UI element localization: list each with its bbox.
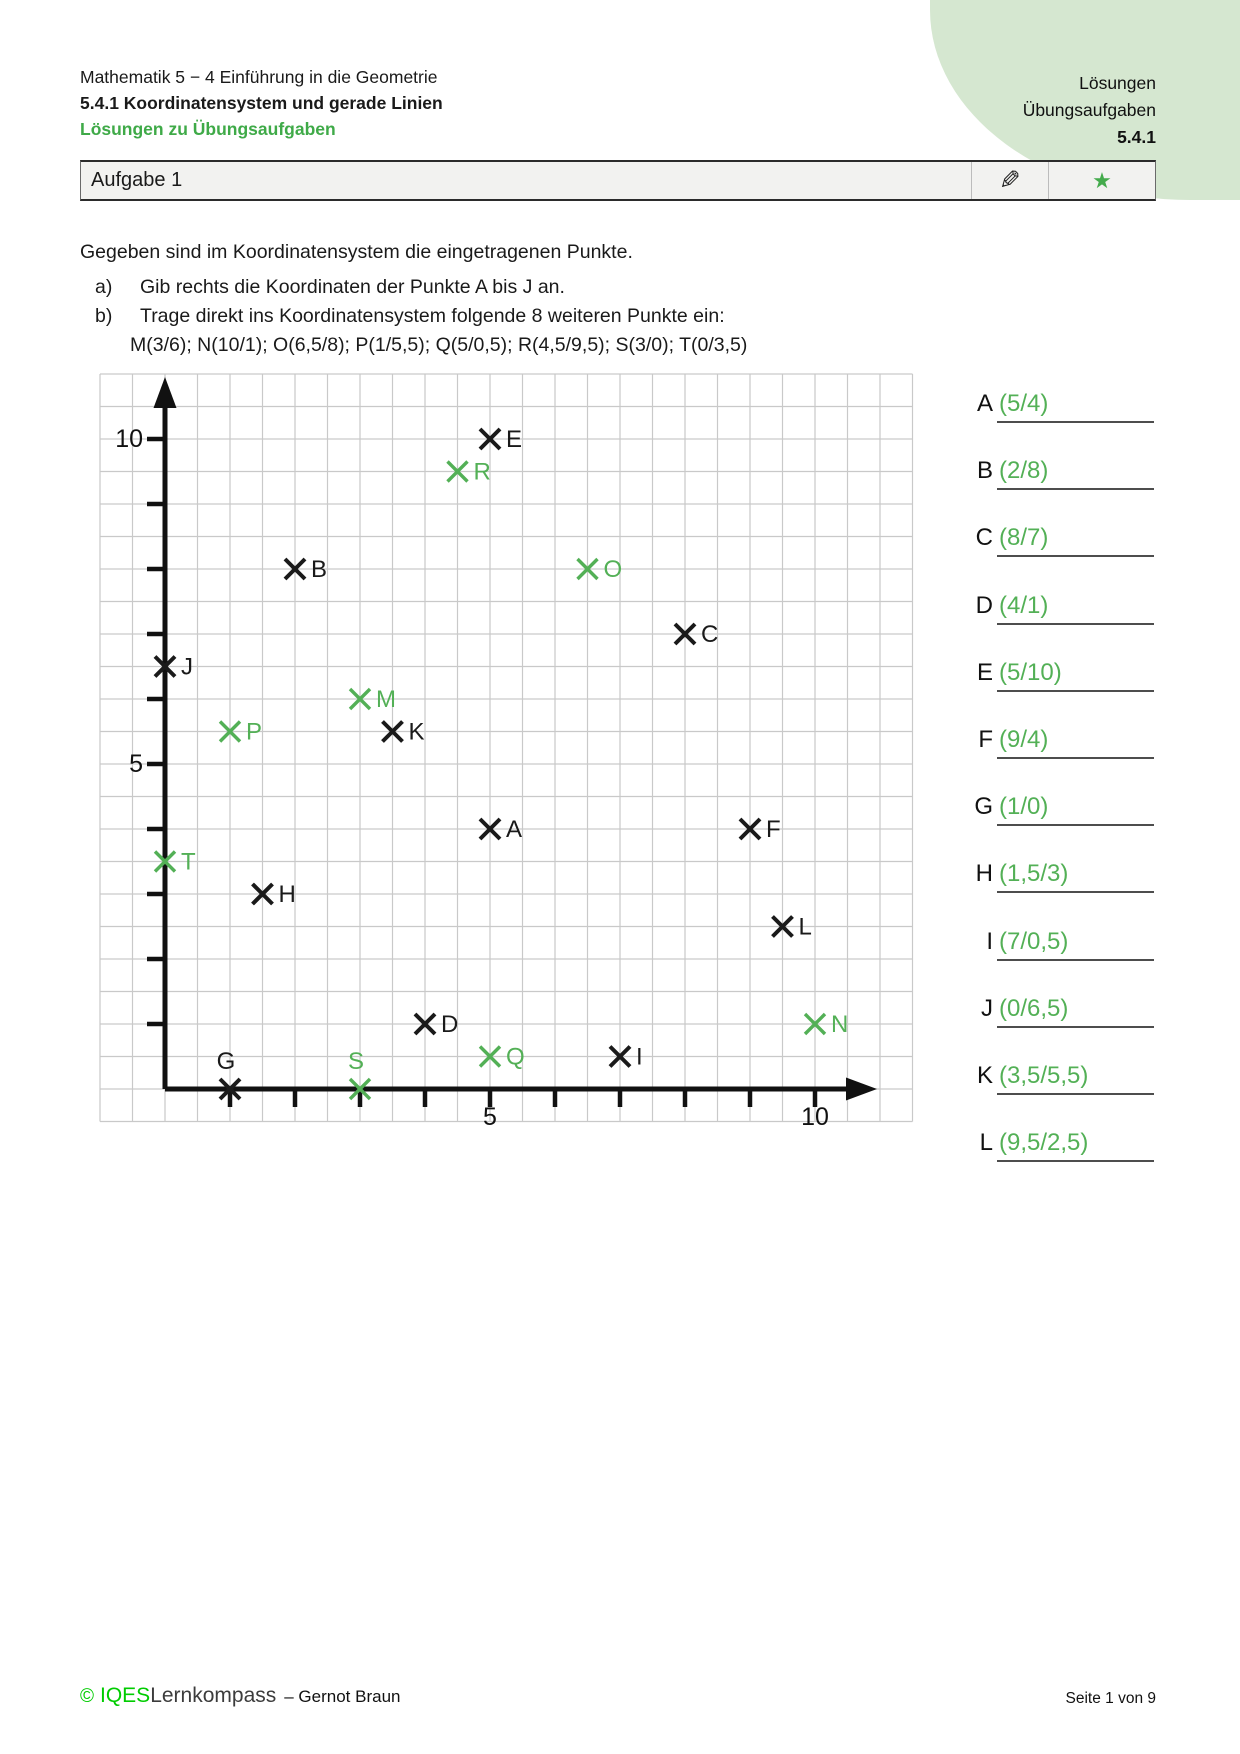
answer-row-F <box>900 726 1180 768</box>
point-label-L: L <box>798 913 812 941</box>
answer-row-A <box>900 390 1180 432</box>
corner-line-3: 5.4.1 <box>1117 127 1156 147</box>
answer-value: (8/7) <box>999 524 1049 552</box>
point-label-J: J <box>181 653 193 681</box>
answer-value: (9,5/2,5) <box>999 1129 1089 1157</box>
point-label-K: K <box>408 718 425 746</box>
brand-iqes: IQES <box>100 1684 151 1707</box>
point-label-Q: Q <box>506 1043 525 1071</box>
answer-row-H <box>900 860 1180 902</box>
answer-value: (2/8) <box>999 457 1049 485</box>
point-label-E: E <box>506 426 523 453</box>
y-tick-label-5: 5 <box>129 750 143 778</box>
answer-row-C <box>900 524 1180 566</box>
answer-letter: D <box>975 591 993 619</box>
course-title: Mathematik 5 − 4 Einführung in die Geometrie <box>80 67 438 87</box>
point-label-N: N <box>831 1011 849 1038</box>
sheet-type: Lösungen zu Übungsaufgaben <box>80 119 336 139</box>
answer-row-K <box>900 1062 1180 1104</box>
answer-letter: G <box>974 793 993 821</box>
task-title: Aufgabe 1 <box>91 169 183 191</box>
point-label-H: H <box>278 881 296 908</box>
answer-blank-line <box>997 1093 1154 1095</box>
point-label-C: C <box>701 621 719 648</box>
point-label-I: I <box>636 1043 643 1071</box>
footer-author: – Gernot Braun <box>284 1687 401 1706</box>
x-axis-arrow <box>846 1078 877 1101</box>
answer-value: (1/0) <box>999 793 1049 821</box>
page-number: Seite 1 von 9 <box>1065 1690 1156 1707</box>
answer-blank-line <box>997 488 1154 490</box>
answer-value: (5/4) <box>999 390 1049 417</box>
point-label-T: T <box>181 848 196 876</box>
answer-row-I <box>900 928 1180 970</box>
brand-lernkompass: Lernkompass <box>150 1684 277 1707</box>
answer-value: (4/1) <box>999 591 1049 619</box>
point-label-A: A <box>506 816 523 843</box>
corner-line-1: Lösungen <box>1079 73 1156 93</box>
answer-row-L <box>900 1129 1180 1171</box>
answer-row-E <box>900 659 1180 701</box>
footer-brand <box>80 1684 401 1708</box>
item-b-point-list: M(3/6); N(10/1); O(6,5/8); P(1/5,5); Q(5/0,5); R(4,5/9,5); S(3/0); T(0/3,5) <box>130 334 748 356</box>
point-label-S: S <box>347 1048 365 1075</box>
y-axis-arrow <box>154 377 177 408</box>
answer-row-B <box>900 457 1180 499</box>
pencil-icon: ✎ <box>999 165 1021 195</box>
point-label-F: F <box>766 816 781 843</box>
answer-blank-line <box>997 623 1154 625</box>
answer-blank-line <box>997 891 1154 893</box>
point-label-O: O <box>603 556 623 583</box>
answer-row-J <box>900 995 1180 1037</box>
answer-blank-line <box>997 824 1154 826</box>
point-label-G: G <box>216 1048 236 1075</box>
star-icon: ★ <box>1092 167 1112 193</box>
point-label-B: B <box>311 556 328 583</box>
answer-blank-line <box>997 959 1154 961</box>
point-label-M: M <box>376 686 396 713</box>
point-label-P: P <box>246 718 263 746</box>
copyright-icon: © <box>80 1686 94 1707</box>
answer-blank-line <box>997 421 1154 423</box>
answer-value: (9/4) <box>999 726 1049 753</box>
y-tick-label-10: 10 <box>115 425 143 453</box>
answer-blank-line <box>997 690 1154 692</box>
item-b-text: Trage direkt ins Koordinatensystem folgende 8 weiteren Punkte ein: <box>140 305 725 327</box>
answer-blank-line <box>997 555 1154 557</box>
answer-letter: B <box>976 457 993 485</box>
answer-letter: C <box>975 524 993 552</box>
answer-row-D <box>900 592 1180 634</box>
answer-letter: I <box>986 927 993 955</box>
answer-letter: E <box>976 658 993 686</box>
chapter-title: 5.4.1 Koordinatensystem und gerade Linien <box>80 93 443 113</box>
answer-letter: L <box>979 1129 993 1157</box>
answer-value: (7/0,5) <box>999 927 1069 955</box>
answer-blank-line <box>997 1160 1154 1162</box>
answer-letter: A <box>976 390 993 417</box>
point-label-R: R <box>473 458 491 486</box>
answer-value: (1,5/3) <box>999 860 1069 888</box>
answer-letter: H <box>975 860 993 888</box>
answer-blank-line <box>997 757 1154 759</box>
x-tick-label-10: 10 <box>801 1103 829 1131</box>
task-intro: Gegeben sind im Koordinatensystem die eingetragenen Punkte. <box>80 241 633 263</box>
axis-ticks <box>147 439 815 1107</box>
answer-blank-line <box>997 1026 1154 1028</box>
answer-value: (5/10) <box>999 658 1062 686</box>
point-label-D: D <box>441 1011 459 1038</box>
item-b-marker: b) <box>95 305 113 327</box>
item-a-text: Gib rechts die Koordinaten der Punkte A bis J an. <box>140 276 565 298</box>
grid <box>100 374 913 1122</box>
answer-row-G <box>900 793 1180 835</box>
answer-value: (3,5/5,5) <box>999 1062 1089 1089</box>
corner-line-2: Übungsaufgaben <box>1022 100 1156 120</box>
item-a-marker: a) <box>95 276 113 298</box>
answer-letter: K <box>976 1062 993 1089</box>
answer-letter: F <box>978 726 993 753</box>
answer-letter: J <box>981 994 993 1022</box>
x-tick-label-5: 5 <box>483 1103 497 1131</box>
answer-value: (0/6,5) <box>999 994 1069 1022</box>
